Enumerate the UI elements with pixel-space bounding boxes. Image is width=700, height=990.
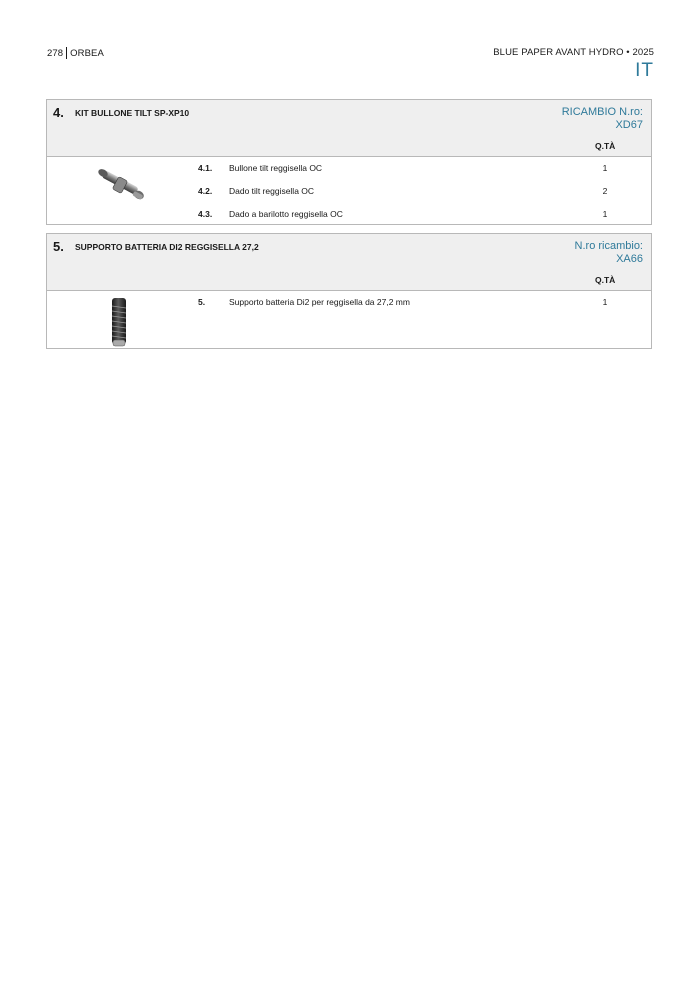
section-title: KIT BULLONE TILT SP-XP10 [75,108,190,118]
quantity-header: Q.TÀ [595,141,616,151]
section-number: 5. [53,239,64,254]
spare-part-number [575,240,643,266]
table-row [47,163,651,177]
item-description: Dado a barilotto reggisella OC [229,209,343,219]
page-header-left [47,47,104,59]
section-title: SUPPORTO BATTERIA DI2 REGGISELLA 27,2 [75,242,259,252]
table-row [47,209,651,223]
item-description: Bullone tilt reggisella OC [229,163,323,173]
spare-part-code: XA66 [616,253,643,265]
section-header [47,234,651,291]
item-code: 4.1. [198,163,213,173]
page-number: 278 [47,47,64,59]
item-quantity: 1 [602,163,608,173]
spare-part-code: XD67 [615,119,643,131]
section-header [47,100,651,157]
item-code: 4.3. [198,209,213,219]
quantity-header: Q.TÀ [595,275,616,285]
item-description: Dado tilt reggisella OC [229,186,315,196]
item-quantity: 1 [602,209,608,219]
item-quantity: 2 [602,186,608,196]
table-row [47,186,651,200]
spare-part-label: RICAMBIO N.ro: [561,106,643,118]
item-description: Supporto batteria Di2 per reggisella da 27,2 mm [229,297,410,307]
table-row [47,297,651,311]
section-tilt-bolt-kit [46,99,652,225]
item-code: 5. [198,297,206,307]
header-separator [66,47,67,59]
section-di2-battery-holder [46,233,652,349]
spare-part-number [562,106,643,132]
section-number: 4. [53,105,64,120]
spare-part-label: N.ro ricambio: [574,240,643,252]
item-code: 4.2. [198,186,213,196]
item-quantity: 1 [602,297,608,307]
language-code: IT [635,60,654,81]
brand-name: ORBEA [70,47,104,59]
document-title: BLUE PAPER AVANT HYDRO • 2025 [493,47,654,58]
